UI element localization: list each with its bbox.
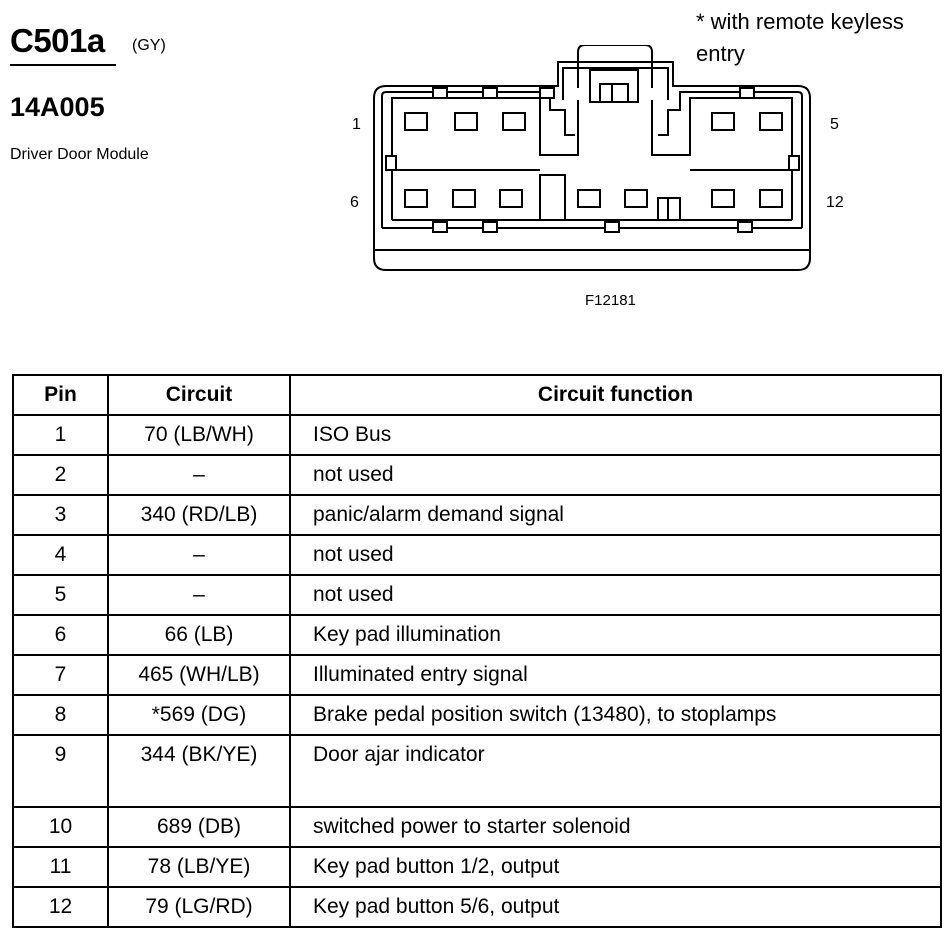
pin-cell: 4 <box>13 535 108 575</box>
table-row <box>13 415 941 455</box>
header-pin: Pin <box>13 375 108 415</box>
pin-cell: 10 <box>13 807 108 847</box>
function-cell: Key pad illumination <box>290 615 941 655</box>
function-cell: not used <box>290 575 941 615</box>
circuit-cell: 689 (DB) <box>108 807 290 847</box>
circuit-cell: *569 (DG) <box>108 695 290 735</box>
function-cell: Door ajar indicator <box>290 735 941 807</box>
pin-cell: 1 <box>13 415 108 455</box>
pin-label-bottom-left: 6 <box>350 194 359 211</box>
function-cell: switched power to starter solenoid <box>290 807 941 847</box>
pin-cell: 12 <box>13 887 108 927</box>
circuit-cell: 79 (LG/RD) <box>108 887 290 927</box>
circuit-cell: – <box>108 455 290 495</box>
pin-cell: 11 <box>13 847 108 887</box>
function-cell: panic/alarm demand signal <box>290 495 941 535</box>
circuit-cell: 66 (LB) <box>108 615 290 655</box>
function-cell: ISO Bus <box>290 415 941 455</box>
module-name: Driver Door Module <box>10 146 149 163</box>
connector-face-diagram <box>360 45 820 275</box>
connector-id: C501a <box>10 22 105 59</box>
pin-cell: 6 <box>13 615 108 655</box>
pin-label-top-left: 1 <box>352 116 361 133</box>
pin-label-top-right: 5 <box>830 116 839 133</box>
header-circuit: Circuit <box>108 375 290 415</box>
table-row <box>13 615 941 655</box>
part-number: 14A005 <box>10 92 105 122</box>
table-row <box>13 655 941 695</box>
circuit-cell: – <box>108 575 290 615</box>
figure-id: F12181 <box>585 292 636 309</box>
function-cell: Illuminated entry signal <box>290 655 941 695</box>
circuit-cell: – <box>108 535 290 575</box>
table-header-row <box>13 375 941 415</box>
function-cell: not used <box>290 535 941 575</box>
pin-cell: 9 <box>13 735 108 807</box>
table-row <box>13 575 941 615</box>
connector-color: (GY) <box>132 37 166 54</box>
table-row <box>13 887 941 927</box>
pin-cell: 5 <box>13 575 108 615</box>
pin-table <box>12 374 942 928</box>
circuit-cell: 78 (LB/YE) <box>108 847 290 887</box>
pin-cell: 3 <box>13 495 108 535</box>
pin-cell: 8 <box>13 695 108 735</box>
footnote: * with remote keyless entry <box>696 9 904 66</box>
function-cell: Key pad button 1/2, output <box>290 847 941 887</box>
function-cell: not used <box>290 455 941 495</box>
table-row <box>13 495 941 535</box>
table-row <box>13 847 941 887</box>
circuit-cell: 344 (BK/YE) <box>108 735 290 807</box>
table-row <box>13 535 941 575</box>
pin-cell: 2 <box>13 455 108 495</box>
function-cell: Brake pedal position switch (13480), to stoplamps <box>290 695 941 735</box>
circuit-cell: 70 (LB/WH) <box>108 415 290 455</box>
circuit-cell: 465 (WH/LB) <box>108 655 290 695</box>
table-row <box>13 695 941 735</box>
pin-label-bottom-right: 12 <box>826 194 844 211</box>
pin-cell: 7 <box>13 655 108 695</box>
circuit-cell: 340 (RD/LB) <box>108 495 290 535</box>
function-cell: Key pad button 5/6, output <box>290 887 941 927</box>
table-row <box>13 735 941 807</box>
connector-id-underline <box>10 64 116 66</box>
header-function: Circuit function <box>290 375 941 415</box>
table-row <box>13 455 941 495</box>
table-row <box>13 807 941 847</box>
